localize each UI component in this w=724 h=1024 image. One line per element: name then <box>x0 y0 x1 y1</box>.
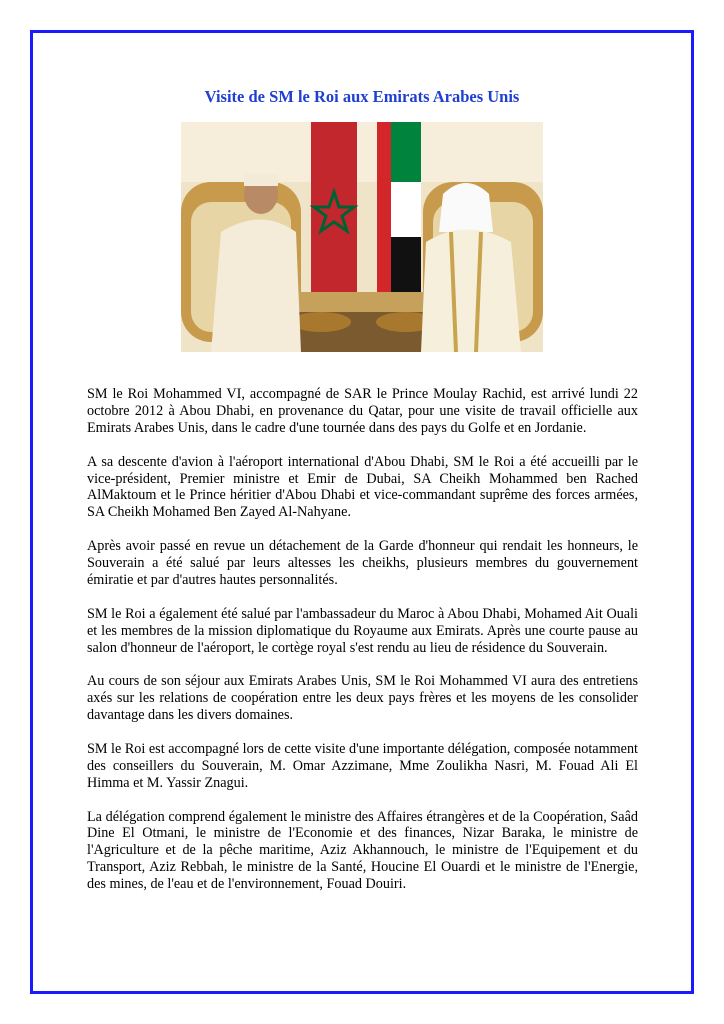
paragraph: A sa descente d'avion à l'aéroport international d'Abou Dhabi, SM le Roi a été accueilli par le vice-président, Premier ministre et Emir de Dubai, SA Cheikh Mohammed ben Rached AlMaktoum et le Prince héritier d'Abou Dhabi et vice-commandant suprême des forces armées, SA Cheikh Mohamed Ben Zayed Al-Nahyane. <box>87 453 638 521</box>
paragraph: SM le Roi est accompagné lors de cette visite d'une importante délégation, composée notamment des conseillers du Souverain, M. Omar Azzimane, Mme Zoulikha Nasri, M. Fouad Ali El Himma et M. Yassir Znagui. <box>87 740 638 791</box>
paragraph: SM le Roi Mohammed VI, accompagné de SAR le Prince Moulay Rachid, est arrivé lundi 22 octobre 2012 à Abou Dhabi, en provenance du Qatar, pour une visite de travail officielle aux Emirats Arabes Unis, dans le cadre d'une tournée dans des pays du Golfe et en Jordanie. <box>87 386 638 436</box>
paragraph: Au cours de son séjour aux Emirats Arabes Unis, SM le Roi Mohammed VI aura des entretiens axés sur les relations de coopération entre les deux pays frères et les moyens de les consolider davantage dans les divers domaines. <box>87 673 638 724</box>
paragraph: La délégation comprend également le ministre des Affaires étrangères et de la Coopération, Saâd Dine El Otmani, le ministre de l'Economie et des finances, Nizar Baraka, le ministre de l'Agriculture et de la pêche maritime, Aziz Akhannouch, le ministre de l'Equipement et du Transport, Aziz Rebbah, le ministre de la Santé, Houcine El Ouardi et le ministre de l'Energie, des mines, de l'eau et de l'environnement, Fouad Douiri. <box>87 808 638 893</box>
article-body <box>87 386 638 910</box>
paragraph: Après avoir passé en revue un détachement de la Garde d'honneur qui rendait les honneurs, le Souverain a été salué par leurs altesses les cheikhs, plusieurs membres du gouvernement émiratie et par d'autres hautes personnalités. <box>87 538 638 588</box>
page-title: Visite de SM le Roi aux Emirats Arabes Unis <box>204 87 520 106</box>
news-photo <box>181 122 543 352</box>
paragraph: SM le Roi a également été salué par l'ambassadeur du Maroc à Abou Dhabi, Mohamed Ait Ouali et les membres de la mission diplomatique du Royaume aux Emirats. Après une courte pause au salon d'honneur de l'aéroport, le cortège royal s'est rendu au lieu de résidence du Souverain. <box>87 605 638 656</box>
